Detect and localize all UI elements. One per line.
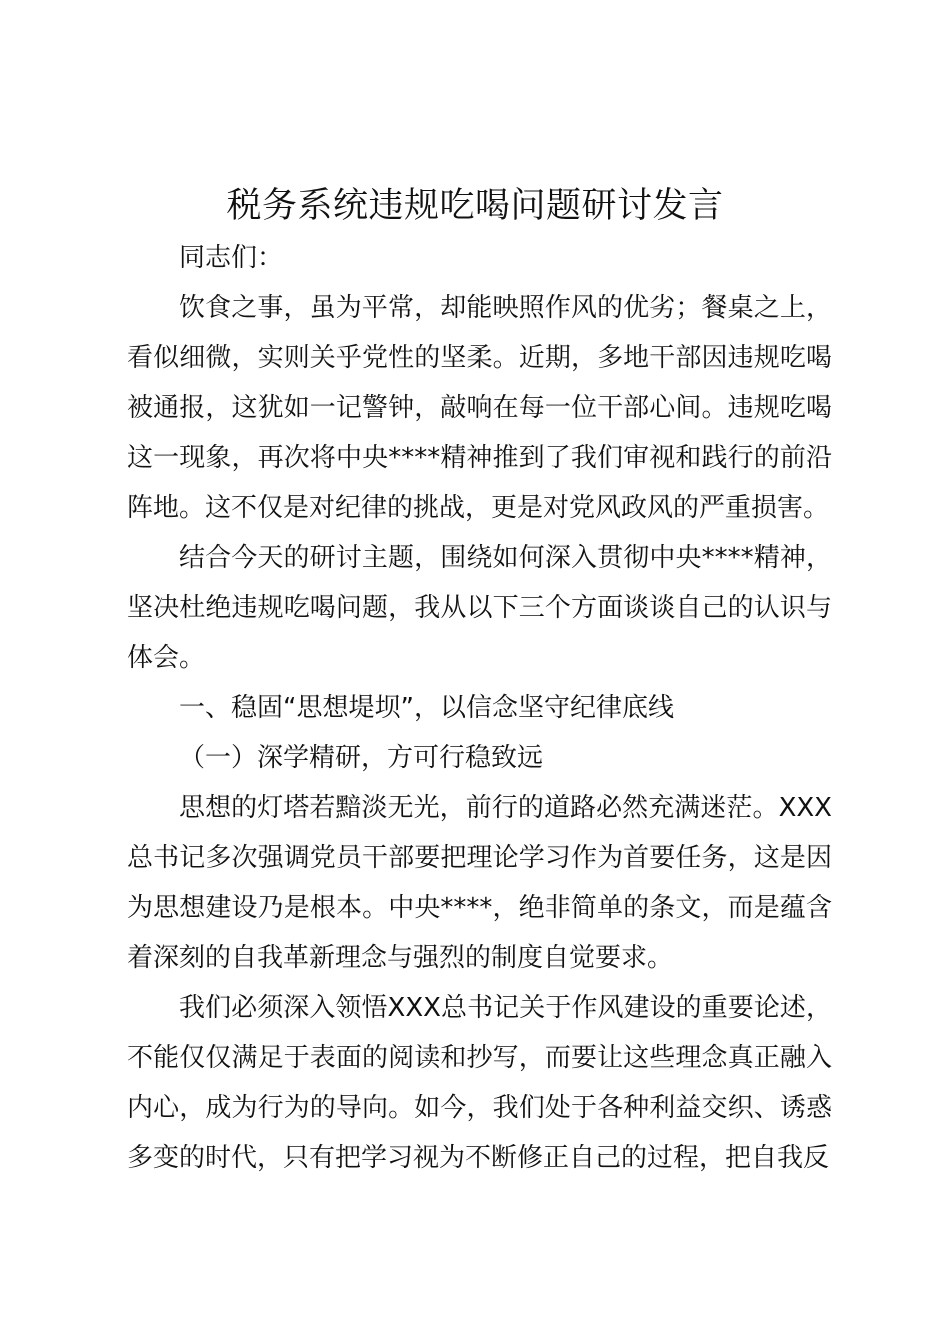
document-body (127, 233, 832, 1183)
paragraph: 饮食之事，虽为平常，却能映照作风的优劣；餐桌之上，看似细微，实则关乎党性的坚柔。近期，多地干部因违规吃喝被通报，这犹如一记警钟，敲响在每一位干部心间。违规吃喝这一现象，再次将中央****精神推到了我们审视和践行的前沿阵地。这不仅是对纪律的挑战，更是对党风政风的严重损害。 (127, 293, 832, 523)
subsection-heading: （一）深学精研，方可行稳致远 (179, 743, 544, 773)
paragraph: 我们必须深入领悟XXX总书记关于作风建设的重要论述，不能仅仅满足于表面的阅读和抄写，而要让这些理念真正融入内心，成为行为的导向。如今，我们处于各种利益交织、诱惑多变的时代，只有把学习视为不断修正自己的过程，把自我反 (127, 993, 832, 1173)
salutation: 同志们： (179, 243, 284, 273)
section-heading: 一、稳固“思想堤坝”，以信念坚守纪律底线 (179, 693, 674, 723)
paragraph: 结合今天的研讨主题，围绕如何深入贯彻中央****精神，坚决杜绝违规吃喝问题，我从以下三个方面谈谈自己的认识与体会。 (127, 543, 832, 673)
paragraph: 思想的灯塔若黯淡无光，前行的道路必然充满迷茫。XXX总书记多次强调党员干部要把理论学习作为首要任务，这是因为思想建设乃是根本。中央****，绝非简单的条文，而是蕴含着深刻的自我革新理念与强烈的制度自觉要求。 (127, 793, 832, 973)
document-title: 税务系统违规吃喝问题研讨发言 (226, 186, 724, 226)
